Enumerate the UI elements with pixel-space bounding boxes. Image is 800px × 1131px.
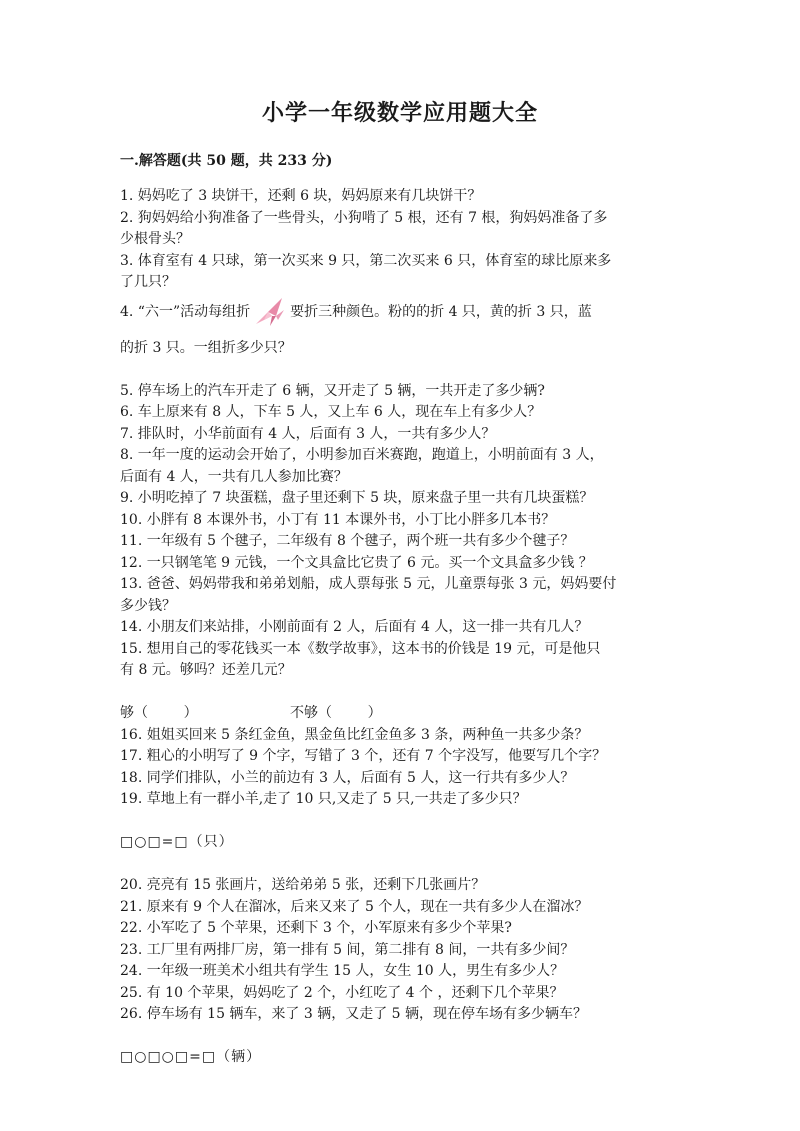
question-8-line-2: 后面有 4 人，一共有几人参加比赛？ — [120, 468, 348, 485]
question-17: 17. 粗心的小明写了 9 个字，写错了 3 个，还有 7 个字没写，他要写几个字？ — [120, 748, 607, 764]
section-heading: 一.解答题(共 50 题，共 233 分) — [120, 153, 333, 169]
enough-blank: 够（ ） — [120, 705, 198, 721]
question-16: 16. 姐姐买回来 5 条红金鱼，黑金鱼比红金鱼多 3 条，两种鱼一共多少条？ — [120, 726, 589, 743]
question-6: 6. 车上原来有 8 人，下车 5 人，又上车 6 人，现在车上有多少人？ — [120, 404, 542, 420]
question-13-line-2: 多少钱？ — [120, 597, 176, 614]
question-18: 18. 同学们排队，小兰的前边有 3 人，后面有 5 人，这一行共有多少人？ — [120, 769, 575, 786]
question-8-line-1: 8. 一年一度的运动会开始了，小明参加百米赛跑，跑道上，小明前面有 3 人， — [120, 447, 604, 463]
question-23: 23. 工厂里有两排厂房，第一排有 5 间，第二排有 8 间，一共有多少间？ — [120, 941, 575, 958]
question-12: 12. 一只钢笔笔 9 元钱，一个文具盒比它贵了 6 元。买一个文具盒多少钱 ？ — [120, 554, 593, 571]
question-26: 26. 停车场有 15 辆车，来了 3 辆，又走了 5 辆，现在停车场有多少辆车？ — [120, 1006, 588, 1022]
not-enough-blank: 不够（ ） — [290, 705, 382, 721]
question-14: 14. 小朋友们来站排，小刚前面有 2 人，后面有 4 人，这一排一共有几人？ — [120, 619, 589, 635]
question-2-line-1: 2. 狗妈妈给小狗准备了一些骨头，小狗啃了 5 根，还有 7 根，狗妈妈准备了多 — [120, 209, 608, 226]
question-11: 11. 一年级有 5 个毽子，二年级有 8 个毽子，两个班一共有多少个毽子？ — [120, 533, 575, 549]
question-15-line-1: 15. 想用自己的零花钱买一本《数学故事》，这本书的价钱是 19 元，可是他只 — [120, 640, 601, 657]
question-13-line-1: 13. 爸爸、妈妈带我和弟弟划船，成人票每张 5 元，儿童票每张 3 元，妈妈要付 — [120, 576, 617, 592]
formula-26: □○□○□=□（辆） — [120, 1049, 262, 1065]
paper-crane-icon — [252, 294, 288, 330]
question-3-line-1: 3. 体育室有 4 只球，第一次买来 9 只，第二次买来 6 只，体育室的球比原来多 — [120, 252, 612, 269]
question-4-line-2: 的折 3 只。一组折多少只？ — [120, 339, 292, 356]
question-2-line-2: 少根骨头？ — [120, 231, 190, 247]
question-15-line-2: 有 8 元。够吗？还差几元？ — [120, 662, 292, 678]
question-7: 7. 排队时，小华前面有 4 人，后面有 3 人，一共有多少人？ — [120, 425, 496, 442]
question-1: 1. 妈妈吃了 3 块饼干，还剩 6 块，妈妈原来有几块饼干？ — [120, 188, 482, 204]
question-22: 22. 小军吃了 5 个苹果，还剩下 3 个，小军原来有多少个苹果? — [120, 920, 512, 936]
question-5: 5. 停车场上的汽车开走了 6 辆，又开走了 5 辆，一共开走了多少辆? — [120, 382, 545, 399]
formula-19: □○□=□（只） — [120, 834, 234, 850]
question-19: 19. 草地上有一群小羊,走了 10 只,又走了 5 只,一共走了多少只？ — [120, 791, 527, 807]
question-3-line-2: 了几只？ — [120, 274, 176, 290]
question-9: 9. 小明吃掉了 7 块蛋糕，盘子里还剩下 5 块，原来盘子里一共有几块蛋糕？ — [120, 490, 594, 506]
question-25: 25. 有 10 个苹果，妈妈吃了 2 个，小红吃了 4 个 ，还剩下几个苹果？ — [120, 984, 564, 1001]
question-21: 21. 原来有 9 个人在溜冰，后来又来了 5 个人，现在一共有多少人在溜冰？ — [120, 898, 589, 915]
page-title: 小学一年级数学应用题大全 — [261, 100, 538, 126]
question-4-line-1 — [120, 294, 660, 338]
enough-answer-row — [120, 703, 660, 725]
question-24: 24. 一年级一班美术小组共有学生 15 人，女生 10 人，男生有多少人？ — [120, 963, 565, 979]
question-10: 10. 小胖有 8 本课外书，小丁有 11 本课外书，小丁比小胖多几本书？ — [120, 511, 556, 528]
question-4-text-after: 要折三种颜色。粉的的折 4 只，黄的折 3 只，蓝 — [290, 303, 592, 320]
question-4-text-before: 4. “六一”活动每组折 — [120, 303, 251, 320]
question-20: 20. 亮亮有 15 张画片，送给弟弟 5 张，还剩下几张画片？ — [120, 877, 486, 893]
question-list — [120, 186, 660, 1069]
